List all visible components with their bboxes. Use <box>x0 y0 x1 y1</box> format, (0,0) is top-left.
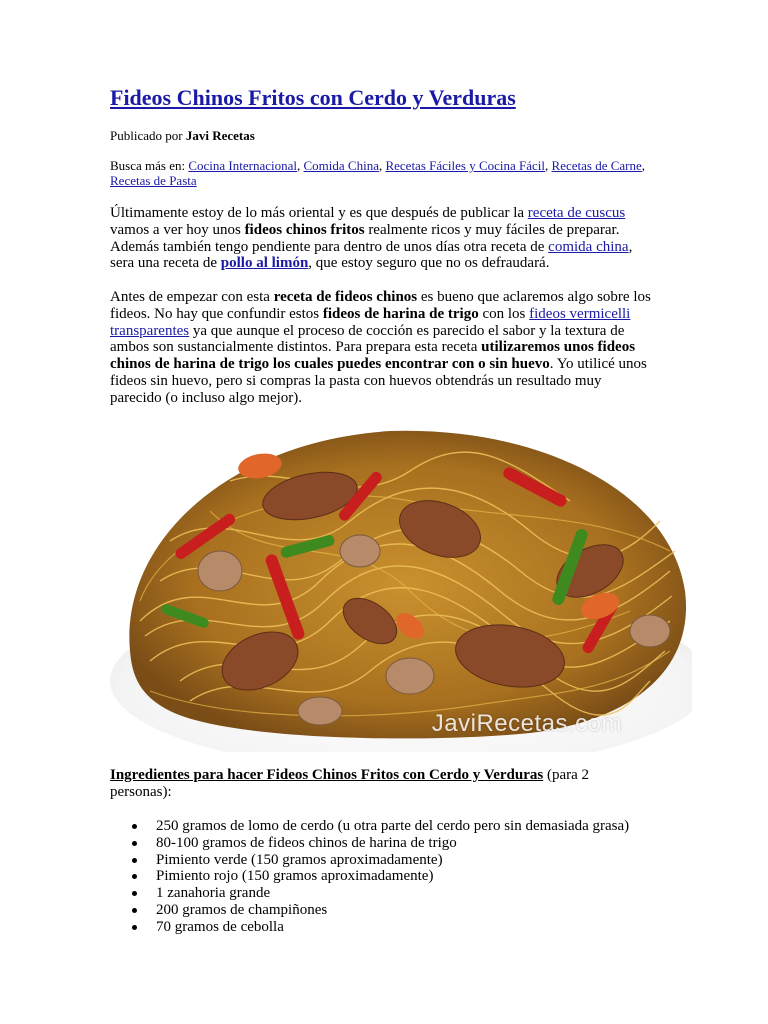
category-link-cocina-internacional[interactable]: Cocina Internacional <box>188 158 297 173</box>
dish-photo <box>110 421 692 752</box>
text: Últimamente estoy de lo más oriental y es que después de publicar la <box>110 205 528 221</box>
text: con los <box>478 305 530 322</box>
categories-prefix: Busca más en: <box>110 158 189 173</box>
photo-watermark: JaviRecetas.com <box>431 710 622 737</box>
ingredients-heading <box>110 767 630 801</box>
bold-text: fideos de harina de trigo <box>322 305 479 322</box>
text: , que estoy seguro que no os defraudará. <box>308 255 550 272</box>
text: es bueno que aclaremos algo sobre los fideos. No hay que confundir estos <box>110 289 651 322</box>
list-item: 1 zanahoria grande <box>110 885 629 902</box>
link-comida-china[interactable]: comida china <box>548 238 629 255</box>
noodles-paragraph <box>110 289 655 407</box>
link-receta-de-cuscus[interactable]: receta de cuscus <box>527 205 626 221</box>
category-links: Busca más en: Cocina Internacional, Comida China, Recetas Fáciles y Cocina Fácil, Recetas de Carne, Recetas de Pasta <box>110 158 646 188</box>
category-link-recetas-de-pasta[interactable]: Recetas de Pasta <box>110 173 197 188</box>
link-pollo-al-limon[interactable]: pollo al limón <box>220 255 309 272</box>
list-item: Pimiento verde (150 gramos aproximadamente) <box>110 852 629 869</box>
category-link-recetas-faciles[interactable]: Recetas Fáciles y Cocina Fácil <box>385 158 546 173</box>
byline <box>110 128 255 144</box>
text: ya que aunque el proceso de cocción es parecido el sabor y la textura de ambos son sustancialmente distintos. Para prepara esta receta <box>110 322 625 356</box>
link-fideos-vermicelli[interactable]: fideos vermicelli transparentes <box>110 305 631 339</box>
list-item: 70 gramos de cebolla <box>110 919 629 936</box>
ingredients-list <box>110 818 629 936</box>
page-title <box>110 84 516 112</box>
list-item: 200 gramos de champiñones <box>110 902 629 919</box>
bold-text: receta de fideos chinos <box>273 289 418 305</box>
byline-prefix: Publicado por <box>110 128 186 143</box>
category-link-comida-china[interactable]: Comida China <box>303 158 379 173</box>
text: . Yo utilicé unos fideos sin huevo, pero si compras la pasta con huevos obtendrás un resultado muy parecido (o incluso algo mejor). <box>110 356 647 406</box>
text: , sera una receta de <box>110 238 633 272</box>
author-name: Javi Recetas <box>185 128 255 143</box>
bold-text: fideos chinos fritos <box>244 221 365 238</box>
list-item: 80-100 gramos de fideos chinos de harina de trigo <box>110 835 629 852</box>
list-item: 250 gramos de lomo de cerdo (u otra parte del cerdo pero sin demasiada grasa) <box>110 818 629 835</box>
intro-paragraph <box>110 205 655 272</box>
ingredients-heading-title: Ingredientes para hacer Fideos Chinos Fritos con Cerdo y Verduras <box>110 767 544 783</box>
text: realmente ricos y muy fáciles de preparar. Además también tengo pendiente para dentro de unos días otra receta de <box>110 221 620 255</box>
list-item: Pimiento rojo (150 gramos aproximadamente) <box>110 868 629 885</box>
text: Antes de empezar con esta <box>110 289 274 305</box>
bold-text: utilizaremos unos fideos chinos de harina de trigo los cuales puedes encontrar con o sin huevo <box>110 339 636 373</box>
title-link[interactable]: Fideos Chinos Fritos con Cerdo y Verduras <box>110 85 516 110</box>
category-link-recetas-de-carne[interactable]: Recetas de Carne <box>551 158 642 173</box>
ingredients-heading-suffix: (para 2 personas): <box>110 767 590 800</box>
text: vamos a ver hoy unos <box>110 221 245 238</box>
